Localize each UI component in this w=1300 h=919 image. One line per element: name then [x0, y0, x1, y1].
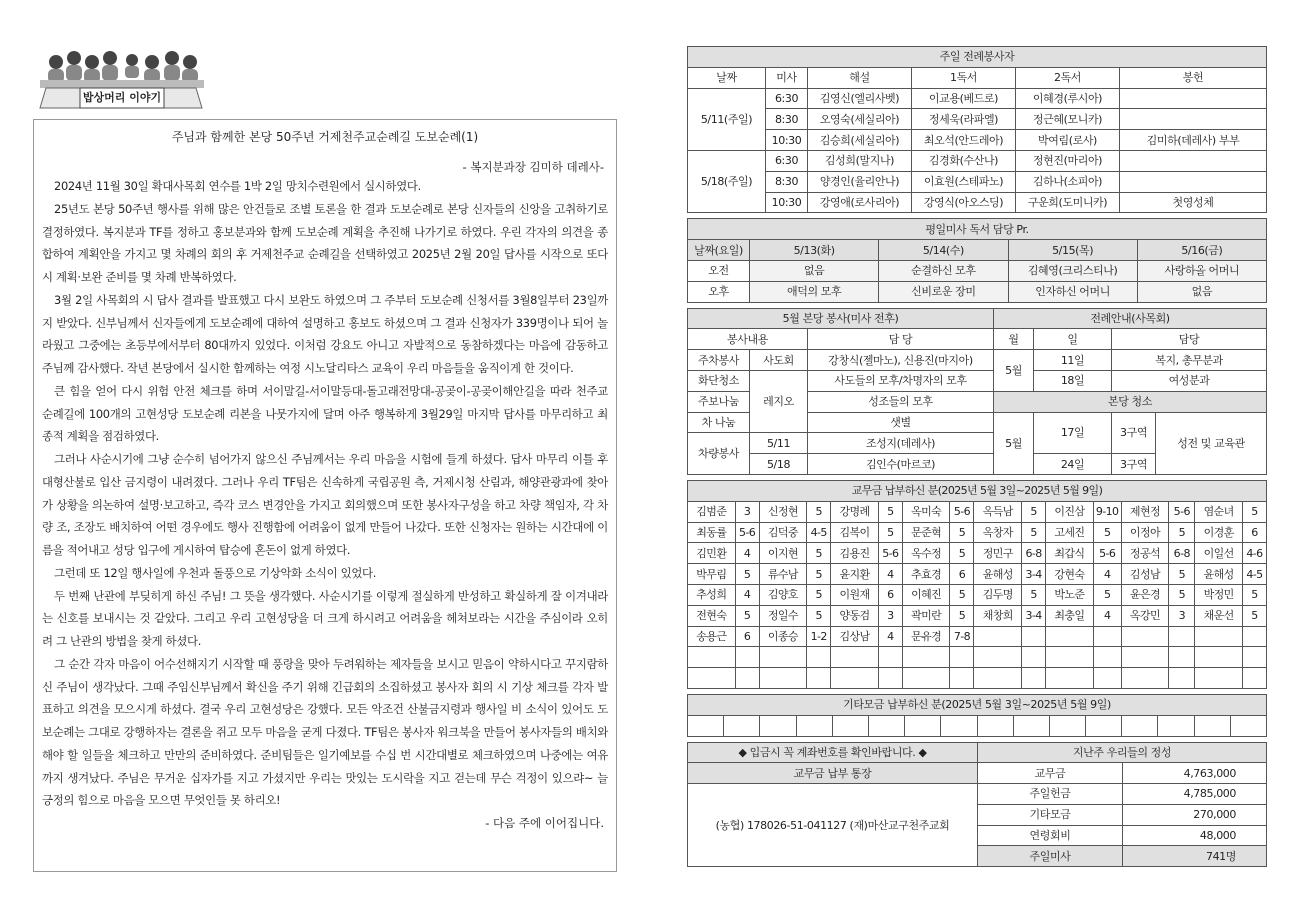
sunday-col-header: 1독서	[912, 67, 1016, 88]
other-empty-cell	[1086, 715, 1122, 736]
service-col-header: 담 당	[808, 329, 994, 350]
donor-name	[974, 647, 1022, 668]
donor-name: 이일선	[1195, 543, 1243, 564]
donor-name: 박노준	[1046, 584, 1094, 605]
donor-name: 박무림	[688, 564, 736, 585]
donor-months: 4-5	[1242, 564, 1266, 585]
donor-months: 4	[878, 564, 902, 585]
sunday-cell: 10:30	[766, 130, 808, 151]
offering-label: 교무금	[978, 763, 1123, 784]
donor-months: 5	[950, 605, 974, 626]
donor-name: 박정민	[1195, 584, 1243, 605]
donor-months: 5	[950, 522, 974, 543]
liturgy-month: 5월	[994, 350, 1034, 392]
donor-months: 5	[1022, 584, 1046, 605]
car-name: 김인수(마르코)	[808, 454, 994, 475]
donor-name	[831, 668, 879, 689]
weekday-col-header: 날짜(요일)	[688, 240, 750, 261]
donor-name	[1046, 647, 1094, 668]
donor-name: 정민구	[974, 543, 1022, 564]
donor-months	[878, 647, 902, 668]
donor-name: 이정아	[1121, 522, 1169, 543]
donor-name: 류수남	[759, 564, 807, 585]
weekday-cell: 애덕의 모후	[750, 281, 879, 302]
donor-name: 옥강민	[1121, 605, 1169, 626]
donor-name	[902, 647, 950, 668]
donor-name: 김상남	[831, 626, 879, 647]
donor-months: 5	[950, 584, 974, 605]
donor-months: 5-6	[950, 501, 974, 522]
donor-name: 정일수	[759, 605, 807, 626]
donor-name: 채운선	[1195, 605, 1243, 626]
donor-months: 3-4	[1022, 564, 1046, 585]
service-group: 사도회	[750, 350, 808, 371]
weekday-cell: 김혜영(크리스티나)	[1008, 260, 1137, 281]
sunday-cell: 10:30	[766, 192, 808, 213]
donor-name: 김범준	[688, 501, 736, 522]
story-paragraph: 25년도 본당 50주년 행사를 위해 많은 안건들로 조별 토론을 한 결과 도보순례로 본당 신자들의 신앙을 고취하기로 결정하였다. 복지분과 TF를 정하고 홍보분과와 함께 도보순례 계획을 추진해 나가기로 하였다. 우린 각자의 의견을 종합하여 계획안을 가지고 몇 차례의 회의 후 거제천주교 순례길을 선택하였고 2025년 2월 20일 답사를 시작으로 또다시 계획·보완 준비를 몇 차례 반복하였다.	[42, 201, 608, 284]
service-col-header: 봉사내용	[688, 329, 808, 350]
weekday-col-header: 5/16(금)	[1137, 240, 1266, 261]
sunday-cell: 이교용(베드로)	[912, 88, 1016, 109]
sunday-cell: 오영숙(세실리아)	[808, 109, 912, 130]
donor-name: 추효경	[902, 564, 950, 585]
service-names: 강창식(젤마노), 신용진(마지아)	[808, 350, 994, 371]
donor-months: 5-6	[735, 522, 759, 543]
sunday-col-header: 봉헌	[1120, 67, 1267, 88]
other-empty-cell	[941, 715, 977, 736]
donor-name: 송용근	[688, 626, 736, 647]
cleaning-month: 5월	[994, 412, 1034, 474]
donor-name	[688, 668, 736, 689]
sunday-date: 5/11(주일)	[688, 88, 766, 150]
donor-months: 9-10	[1093, 501, 1121, 522]
offering-amount: 4,763,000	[1123, 763, 1267, 784]
service-title: 5월 본당 봉사(미사 전후)	[688, 308, 994, 329]
donor-name: 염순녀	[1195, 501, 1243, 522]
donor-months: 5	[950, 543, 974, 564]
service-label: 주보나눔	[688, 391, 750, 412]
car-date: 5/11	[750, 433, 808, 454]
cleaning-title: 본당 청소	[994, 391, 1267, 412]
donor-name: 양동검	[831, 605, 879, 626]
mass-label: 주일미사	[978, 846, 1123, 867]
donor-months: 1-2	[807, 626, 831, 647]
donor-months: 5	[1242, 584, 1266, 605]
sunday-cell	[1120, 88, 1267, 109]
donor-name	[902, 668, 950, 689]
liturgy-col-header: 담당	[1112, 329, 1267, 350]
story-continued: - 다음 주에 이어집니다.	[485, 816, 604, 830]
donor-name	[759, 647, 807, 668]
donor-months	[878, 668, 902, 689]
donor-name	[1195, 668, 1243, 689]
other-empty-cell	[688, 715, 724, 736]
sunday-cell: 김승희(세실리아)	[808, 130, 912, 151]
liturgy-duty: 여성분과	[1112, 370, 1267, 391]
donor-months	[1022, 626, 1046, 647]
offering-label: 기타모금	[978, 804, 1123, 825]
donor-months: 5	[1242, 501, 1266, 522]
donor-months	[1169, 668, 1195, 689]
donor-months: 5	[878, 501, 902, 522]
donor-months: 5	[1169, 584, 1195, 605]
sunday-cell: 김경화(수산나)	[912, 150, 1016, 171]
donor-name: 문준혁	[902, 522, 950, 543]
sunday-col-header: 2독서	[1016, 67, 1120, 88]
sunday-col-header: 해설	[808, 67, 912, 88]
car-name: 조성지(데레사)	[808, 433, 994, 454]
donor-name: 이원재	[831, 584, 879, 605]
sunday-cell: 이효원(스테파노)	[912, 171, 1016, 192]
donor-name	[974, 626, 1022, 647]
donor-months: 5	[1169, 522, 1195, 543]
sunday-cell: 6:30	[766, 150, 808, 171]
donor-name: 고세진	[1046, 522, 1094, 543]
story-paragraph: 3월 2일 사목회의 시 답사 결과를 발표했고 다시 보완도 하였으며 그 주부터 도보순례 신청서를 3월8일부터 23일까지 받았다. 신부님께서 신자들에게 도보순례에 대하여 설명하고 홍보도 하셨으며 그 결과 신청자가 339명이나 되어 놀라웠고 그중에는 초등부에서부터 80대까지 있었다. 이처럼 강요도 아니고 자발적으로 동참하겠다는 마음에 감동하고 주님께 감사했다. 작년 본당에서 실시한 함께하는 여정 시노달리타스 교육이 우리 마음들을 움직이게 한 것이다.	[42, 292, 608, 375]
donor-months	[1093, 626, 1121, 647]
sunday-cell: 정세욱(라파엘)	[912, 109, 1016, 130]
service-names: 성조들의 모후	[808, 391, 994, 412]
donor-months	[807, 647, 831, 668]
donor-months: 5	[1169, 564, 1195, 585]
donor-name: 추성희	[688, 584, 736, 605]
sunday-cell: 8:30	[766, 109, 808, 130]
donor-name: 신정현	[759, 501, 807, 522]
weekday-cell: 없음	[1137, 281, 1266, 302]
donor-name: 윤해성	[974, 564, 1022, 585]
offering-amount: 4,785,000	[1123, 784, 1267, 805]
liturgy-title: 전례안내(사목회)	[994, 308, 1267, 329]
donor-months	[735, 668, 759, 689]
account-number: (농협) 178026-51-041127 (재)마산교구천주교회	[688, 784, 978, 867]
donor-months: 3-4	[1022, 605, 1046, 626]
schedule-column	[687, 46, 1267, 867]
story-body	[42, 175, 608, 812]
donor-name	[1121, 626, 1169, 647]
donor-name: 전현숙	[688, 605, 736, 626]
donor-months	[735, 647, 759, 668]
weekday-cell: 신비로운 장미	[879, 281, 1008, 302]
donor-months: 5	[807, 584, 831, 605]
story-paragraph: 큰 힘을 얻어 다시 위험 안전 체크를 하며 서이말길-서이말등대-돌고래전망대-공곶이-공곶이해안길을 따라 천주교 순례길에 100개의 고현성당 도보순례 리본을 나뭇가지에 달며 아주 행복하게 3월29일 마지막 답사를 마무리하고 최종적 계획을 점검하였다.	[42, 383, 608, 444]
donor-name: 김두명	[974, 584, 1022, 605]
donor-months	[1242, 647, 1266, 668]
donor-name: 이경훈	[1195, 522, 1243, 543]
sunday-cell: 김하나(소피아)	[1016, 171, 1120, 192]
sunday-cell	[1120, 171, 1267, 192]
donor-name: 김복이	[831, 522, 879, 543]
offering-label: 연령회비	[978, 825, 1123, 846]
weekday-cell: 인자하신 어머니	[1008, 281, 1137, 302]
donor-name: 강현숙	[1046, 564, 1094, 585]
donor-name: 채창희	[974, 605, 1022, 626]
sunday-cell: 박여림(로사)	[1016, 130, 1120, 151]
weekday-cell: 순결하신 모후	[879, 260, 1008, 281]
donor-name: 이혜진	[902, 584, 950, 605]
other-title: 기타모금 납부하신 분(2025년 5월 3일~2025년 5월 9일)	[688, 694, 1267, 715]
donor-months	[807, 668, 831, 689]
other-empty-cell	[760, 715, 796, 736]
offering-title: 지난주 우리들의 정성	[978, 742, 1267, 763]
sunday-cell: 구운희(도미니카)	[1016, 192, 1120, 213]
donor-months	[950, 647, 974, 668]
donor-months: 4	[1093, 605, 1121, 626]
other-empty-cell	[1013, 715, 1049, 736]
donor-name: 최동률	[688, 522, 736, 543]
offering-label: 주일헌금	[978, 784, 1123, 805]
other-empty-cell	[1122, 715, 1158, 736]
donor-months	[1093, 668, 1121, 689]
weekday-cell: 없음	[750, 260, 879, 281]
donor-name	[1195, 626, 1243, 647]
story-title: 주님과 함께한 본당 50주년 거제천주교순례길 도보순례(1)	[171, 130, 479, 144]
sunday-cell	[1120, 150, 1267, 171]
donor-months: 4-6	[1242, 543, 1266, 564]
other-empty-cell	[724, 715, 760, 736]
other-donations-table	[687, 694, 1267, 737]
other-empty-cell	[868, 715, 904, 736]
donor-name	[1195, 647, 1243, 668]
liturgy-day: 11일	[1034, 350, 1112, 371]
donor-months	[1242, 668, 1266, 689]
donor-name	[1046, 626, 1094, 647]
story-paragraph: 그 순간 각자 마음이 어수선해지기 시작할 때 풍랑을 맞아 두려워하는 제자들을 보시고 믿음이 약하시다고 꾸지람하신 주님이 생각났다. 그때 주임신부님께서 확신을 주기 위해 긴급회의 소집하셨고 봉사자 회의 시 기상 체크를 각자 발표하고 의견을 모으시게 하셨다. 결국 우리 고현성당은 강했다. 모든 악조건 산불금지령과 행사일 비 소식이 있어도 도보순례는 그대로 강행하자는 결론을 쥐고 모두 마음을 굳게 다졌다. TF팀은 봉사자 워크북을 만들어 봉사자들의 배치와 해야 할 일들을 체크하고 만만의 준비하였다. 준비팀들은 일기예보를 수십 번 시간대별로 체크하였으며 나중에는 여유까지 생겨났다. 주님은 무거운 십자가를 지고 가셨지만 우리는 맛있는 도시락을 지고 걷는데 무슨 걱정이 있으랴~ 늘 긍정의 힘으로 마음을 모으면 무엇인들 못 하리오!	[42, 656, 608, 808]
donor-months: 4	[735, 584, 759, 605]
donor-months: 5	[807, 501, 831, 522]
donor-name: 이종승	[759, 626, 807, 647]
donor-months: 5	[807, 605, 831, 626]
donor-months: 7-8	[950, 626, 974, 647]
account-notice: ◆ 입금시 꼭 계좌번호를 확인바랍니다. ◆	[688, 742, 978, 763]
weekday-title: 평일미사 독서 담당 Pr.	[688, 219, 1267, 240]
service-label: 차 나눔	[688, 412, 750, 433]
donor-name	[1121, 647, 1169, 668]
cleaning-day: 24일	[1034, 454, 1112, 475]
donor-months: 4-5	[807, 522, 831, 543]
donor-name: 문유경	[902, 626, 950, 647]
sunday-cell: 첫영성체	[1120, 192, 1267, 213]
donor-months: 5	[735, 605, 759, 626]
liturgy-col-header: 일	[1034, 329, 1112, 350]
column-logo	[36, 44, 208, 110]
donor-name: 김성남	[1121, 564, 1169, 585]
mass-count: 741명	[1123, 846, 1267, 867]
donor-name: 김덕중	[759, 522, 807, 543]
cleaning-zone: 3구역	[1112, 412, 1156, 454]
liturgy-col-header: 월	[994, 329, 1034, 350]
donor-name: 이진삼	[1046, 501, 1094, 522]
donor-name: 최충일	[1046, 605, 1094, 626]
cleaning-day: 17일	[1034, 412, 1112, 454]
weekday-cell: 오전	[688, 260, 750, 281]
other-empty-cell	[1049, 715, 1085, 736]
weekday-table	[687, 218, 1267, 302]
donor-name: 이지현	[759, 543, 807, 564]
donor-months: 5-6	[1093, 543, 1121, 564]
donor-months	[1022, 668, 1046, 689]
donor-months: 6-8	[1169, 543, 1195, 564]
donor-name: 강명례	[831, 501, 879, 522]
weekday-cell: 사랑하올 어머니	[1137, 260, 1266, 281]
donor-months: 5-6	[1169, 501, 1195, 522]
sunday-cell: 강영애(로사리아)	[808, 192, 912, 213]
sunday-cell: 강영식(아오스딩)	[912, 192, 1016, 213]
donor-name	[759, 668, 807, 689]
donor-months: 5	[807, 564, 831, 585]
account-offering-table	[687, 742, 1267, 868]
sunday-cell: 양경인(율리안나)	[808, 171, 912, 192]
donor-name: 옥미숙	[902, 501, 950, 522]
service-names: 사도들의 모후/차명자의 모후	[808, 370, 994, 391]
donor-months: 4	[1093, 564, 1121, 585]
car-date: 5/18	[750, 454, 808, 475]
sunday-cell: 김영신(엘리사벳)	[808, 88, 912, 109]
sunday-cell: 최오석(안드레아)	[912, 130, 1016, 151]
donor-name: 최갑식	[1046, 543, 1094, 564]
donor-name: 김용진	[831, 543, 879, 564]
sunday-cell: 김미하(데레사) 부부	[1120, 130, 1267, 151]
donor-months: 5	[1093, 522, 1121, 543]
story-box	[33, 119, 617, 872]
donor-months	[1169, 626, 1195, 647]
story-byline: - 복지분과장 김미하 데레사-	[462, 160, 604, 174]
donor-months: 5	[1242, 605, 1266, 626]
story-paragraph: 두 번째 난관에 부딪히게 하신 주님! 그 뜻을 생각했다. 사순시기를 이렇게 절실하게 반성하고 확실하게 잘 이겨내라는 신호를 보내시는 것 같았다. 그리고 우리 고현성당을 더 크게 하시려고 어려움을 헤쳐보라는 시간을 주심이라 오히려 그 난관의 방법을 찾게 하셨다.	[42, 588, 608, 648]
donor-months: 6	[950, 564, 974, 585]
donor-months: 5	[878, 522, 902, 543]
other-empty-cell	[1158, 715, 1194, 736]
story-paragraph: 그런데 또 12일 행사일에 우천과 돌풍으로 기상악화 소식이 있었다.	[54, 565, 377, 580]
donor-name	[1046, 668, 1094, 689]
donor-months	[1169, 647, 1195, 668]
account-label: 교무금 납부 통장	[688, 763, 978, 784]
liturgy-duty: 복지, 총무분과	[1112, 350, 1267, 371]
donor-months	[950, 668, 974, 689]
donor-months: 5	[1022, 522, 1046, 543]
donor-name: 김양호	[759, 584, 807, 605]
sunday-title: 주일 전례봉사자	[688, 47, 1267, 68]
donor-name: 옥수정	[902, 543, 950, 564]
story-paragraph: 그러나 사순시기에 그냥 순수히 넘어가지 않으신 주님께서는 우리 마음을 시험에 들게 하셨다. 답사 마무리 이틀 후 대형산불로 입산 금지령이 내려졌다. 그러나 우리 TF팀은 신속하게 국립공원 측, 거제시청 산림과, 해양관광과에 찾아가 상황을 의논하여 설명·보고하고, 즉각 코스 변경안을 가지고 회의했으며 또한 봉사자구성을 하고 차량 책임자, 각 차량 조, 조장도 배치하여 어떤 경우에도 행사 진행함에 어려움이 없게 만들어 나갔다. 또한 신청자는 원하는 시간대에 이름을 적어내고 성당 입구에 게시하여 탑승에 혼돈이 없게 하였다.	[42, 452, 608, 557]
sunday-cell	[1120, 109, 1267, 130]
donor-months	[1022, 647, 1046, 668]
offering-amount: 270,000	[1123, 804, 1267, 825]
donor-months: 5	[1093, 584, 1121, 605]
donor-name: 곽미란	[902, 605, 950, 626]
donor-name: 제현정	[1121, 501, 1169, 522]
other-empty-cell	[1230, 715, 1266, 736]
donors-table	[687, 480, 1267, 689]
weekday-cell: 오후	[688, 281, 750, 302]
other-empty-cell	[977, 715, 1013, 736]
offering-amount: 48,000	[1123, 825, 1267, 846]
donor-name: 옥득남	[974, 501, 1022, 522]
other-empty-cell	[832, 715, 868, 736]
sunday-cell: 6:30	[766, 88, 808, 109]
other-empty-cell	[905, 715, 941, 736]
sunday-col-header: 날짜	[688, 67, 766, 88]
donor-months	[1242, 626, 1266, 647]
donor-months	[1093, 647, 1121, 668]
donor-months: 4	[878, 626, 902, 647]
donor-months: 6	[878, 584, 902, 605]
donor-months: 5-6	[878, 543, 902, 564]
donor-name: 옥창자	[974, 522, 1022, 543]
donor-name: 윤지환	[831, 564, 879, 585]
donor-months: 6	[735, 626, 759, 647]
sunday-cell: 정근혜(모니카)	[1016, 109, 1120, 130]
sunday-table	[687, 46, 1267, 213]
donor-months: 3	[878, 605, 902, 626]
donor-name: 윤은경	[1121, 584, 1169, 605]
weekday-col-header: 5/15(목)	[1008, 240, 1137, 261]
donor-months: 3	[1169, 605, 1195, 626]
donor-name	[1121, 668, 1169, 689]
other-empty-cell	[1194, 715, 1230, 736]
service-label: 차량봉사	[688, 433, 750, 475]
donor-months: 3	[735, 501, 759, 522]
service-table	[687, 308, 1267, 475]
donor-months: 4	[735, 543, 759, 564]
service-names: 샛별	[808, 412, 994, 433]
donors-title: 교무금 납부하신 분(2025년 5월 3일~2025년 5월 9일)	[688, 480, 1267, 501]
sunday-cell: 정현진(마리아)	[1016, 150, 1120, 171]
sunday-col-header: 미사	[766, 67, 808, 88]
weekday-col-header: 5/13(화)	[750, 240, 879, 261]
donor-name	[688, 647, 736, 668]
weekday-col-header: 5/14(수)	[879, 240, 1008, 261]
liturgy-day: 18일	[1034, 370, 1112, 391]
sunday-cell: 김성희(말지나)	[808, 150, 912, 171]
donor-months: 5	[735, 564, 759, 585]
service-group: 레지오	[750, 370, 808, 432]
cleaning-zone: 3구역	[1112, 454, 1156, 475]
donor-name	[974, 668, 1022, 689]
donor-name: 정공석	[1121, 543, 1169, 564]
donor-months: 6-8	[1022, 543, 1046, 564]
donor-name: 윤해성	[1195, 564, 1243, 585]
other-empty-cell	[796, 715, 832, 736]
sunday-cell: 8:30	[766, 171, 808, 192]
service-label: 화단청소	[688, 370, 750, 391]
donor-name: 김민환	[688, 543, 736, 564]
service-label: 주차봉사	[688, 350, 750, 371]
logo-text: 밥상머리 이야기	[82, 91, 162, 104]
donor-months: 5	[807, 543, 831, 564]
donor-months: 6	[1242, 522, 1266, 543]
cleaning-place: 성전 및 교육관	[1156, 412, 1267, 474]
sunday-date: 5/18(주일)	[688, 150, 766, 212]
story-paragraph: 2024년 11월 30일 확대사목회 연수를 1박 2일 망치수련원에서 실시하였다.	[54, 179, 421, 193]
donor-months: 5	[1022, 501, 1046, 522]
sunday-cell: 이혜경(루시아)	[1016, 88, 1120, 109]
donor-name	[831, 647, 879, 668]
